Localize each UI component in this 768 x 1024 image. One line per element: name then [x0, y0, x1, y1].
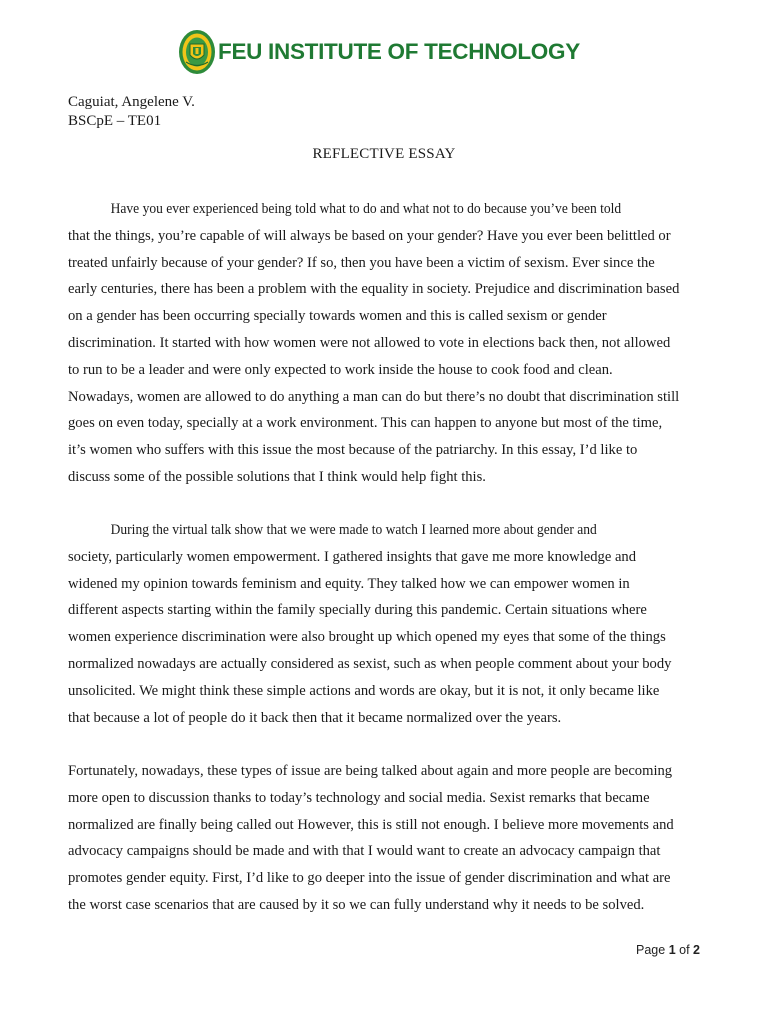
current-page: 1 [668, 943, 676, 957]
essay-title: REFLECTIVE ESSAY [312, 146, 456, 162]
page-number [636, 943, 700, 957]
author-name: Caguiat, Angelene V. [68, 94, 195, 110]
text-line: advocacy campaigns should be made and with that I would want to create an advocacy campaign that [68, 843, 661, 860]
text-line: Nowadays, women are allowed to do anything a man can do but there’s no doubt that discrimination still [68, 388, 680, 405]
text-line: early centuries, there has been a problem with the equality in society. Prejudice and discrimination based [68, 281, 680, 298]
text-line: on a gender has been occurring specially towards women and this is called sexism or gender [68, 308, 607, 325]
text-line: discuss some of the possible solutions that I think would help fight this. [68, 468, 486, 485]
text-line: society, particularly women empowerment. I gathered insights that gave me more knowledge and [68, 548, 637, 565]
text-line: it’s women who suffers with this issue the most because of the patriarchy. In this essay, I’d like to [68, 442, 638, 459]
author-block [68, 93, 195, 131]
text-line: Fortunately, nowadays, these types of issue are being talked about again and more people are becoming [68, 763, 673, 779]
paragraph-1 [68, 196, 701, 491]
total-pages: 2 [693, 943, 700, 957]
paragraph-3 [68, 758, 701, 919]
text-line: promotes gender equity. First, I’d like to go deeper into the issue of gender discrimination and what are [68, 870, 671, 887]
institution-name: FEU INSTITUTE OF TECHNOLOGY [218, 39, 580, 64]
text-line: women experience discrimination were also brought up which opened my eyes that some of the things [68, 629, 666, 646]
text-line: treated unfairly because of your gender? If so, then you have been a victim of sexism. Ever since the [68, 254, 655, 271]
text-line: normalized nowadays are actually considered as sexist, such as when people comment about your body [68, 655, 672, 672]
text-line: that because a lot of people do it back then that it became normalized over the years. [68, 709, 562, 726]
text-line: to run to be a leader and were only expected to work inside the house to cook food and clean. [68, 361, 613, 378]
text-line: more open to discussion thanks to today’s technology and social media. Sexist remarks that became [68, 789, 650, 806]
paragraph-2 [68, 517, 701, 731]
feu-seal-icon [178, 29, 216, 75]
text-line: goes on even today, specially at a work environment. This can happen to anyone but most of the time, [68, 415, 663, 432]
letterhead [178, 28, 580, 76]
text-line: unsolicited. We might think these simple actions and words are okay, but it is not, it only became like [68, 682, 660, 699]
text-line: widened my opinion towards feminism and equity. They talked how we can empower women in [68, 575, 630, 592]
text-line: different aspects starting within the family specially during this pandemic. Certain situations where [68, 602, 647, 619]
page-label: Page [636, 943, 666, 957]
text-line: the worst case scenarios that are caused by it so we can fully understand why it needs to be solved. [68, 896, 645, 913]
text-line: Have you ever experienced being told what to do and what not to do because you’ve been told [110, 201, 622, 217]
of-label: of [679, 943, 690, 957]
text-line: discrimination. It started with how women were not allowed to vote in elections back then, not allowed [68, 334, 671, 351]
text-line: that the things, you’re capable of will always be based on your gender? Have you ever been belittled or [68, 227, 671, 244]
author-section: BSCpE – TE01 [68, 113, 162, 129]
text-line: During the virtual talk show that we were made to watch I learned more about gender and [110, 522, 597, 538]
text-line: normalized are finally being called out However, this is still not enough. I believe more movements and [68, 816, 674, 833]
